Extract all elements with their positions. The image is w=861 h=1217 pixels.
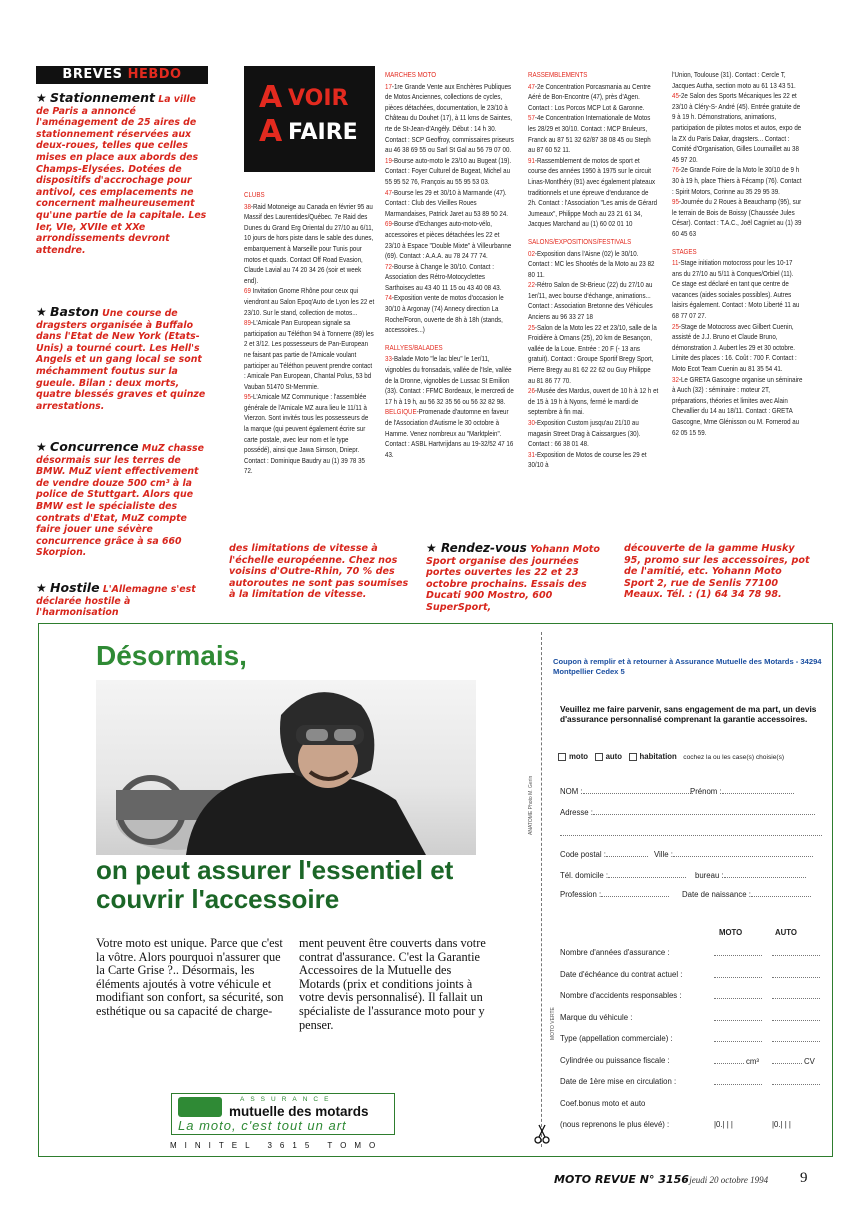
agenda-entry-text: -Bourse d'Echanges auto-moto-vélo, accessoires et pièces détachées les 22 et 23/10 à Espace "Double Mixte" à Villeurbanne (69). Contact : A.A.A. au 78 24 77 74. [385, 219, 512, 261]
agenda-entry [385, 407, 516, 460]
coupon-row-label: (nous reprenons le plus élevé) : [560, 1120, 670, 1129]
motorcyclist-illustration [96, 680, 476, 855]
coupon-moto-field[interactable] [714, 948, 762, 958]
agenda-section-heading: STAGES [672, 246, 697, 256]
agenda-entry-text: -Rassemblement de motos de sport et course des années 1950 à 1975 sur le circuit Linas-Montlhéry (91) avec également plateaux traditionnels et une épreuve d'endurance de 2h. Contact : l'Association "Les amis de Gérard Jumeaux", Philippe Moch au 23 21 61 34, Jacques Marchand au (1) 60 02 01 10 [528, 155, 658, 229]
agenda-entry-text: -Journée du 2 Roues à Beauchamp (95), sur le terrain de Bois de Boissy (Chaussée Jules César). Contact : T.A.C., Joël Cagniet au (1) 39 60 45 63 [672, 197, 802, 238]
agenda-entry-dept: 32 [672, 374, 679, 384]
coupon-moto-field[interactable] [714, 1034, 762, 1044]
agenda-entry [244, 202, 375, 287]
coupon-cut-line [541, 632, 542, 1147]
field-adresse[interactable] [560, 807, 815, 817]
coupon-auto-field[interactable] [772, 1077, 820, 1087]
coupon-auto-field[interactable] [772, 948, 820, 958]
breves-header-hebdo: HEBDO [127, 67, 182, 82]
agenda-entry [672, 91, 803, 165]
field-ville-label: Ville : [654, 850, 673, 859]
agenda-entry-text: -1re Grande Vente aux Enchères Publiques de Motos Anciennes, collections de cycles, pièces détachées, documentation, le 23/10 à Château du Douhet (17), à 11 kms de Saintes, rte de St-Jean-d'Angély. Début : 14 h 30. Contact : SCP Geoffroy, commissaires priseurs au 46 38 69 55 ou Sarl St Gal au 56 79 07 00. [385, 81, 514, 155]
field-adresse-line2[interactable] [560, 828, 822, 838]
ad-headline: Désormais, [96, 640, 247, 671]
coupon-row-label: Coef.bonus moto et auto [560, 1098, 646, 1108]
field-adresse-label: Adresse : [560, 808, 593, 817]
agenda-column [385, 70, 516, 460]
agenda-entry-dept: 17 [385, 81, 392, 91]
agenda-entry [528, 450, 659, 471]
agenda-column [528, 70, 659, 471]
agenda-entry-dept: 74 [385, 293, 392, 303]
logo-assurance-label: ASSURANCE [240, 1096, 335, 1103]
agenda-entry-text: -2e Grande Foire de la Moto le 30/10 de 9 h 30 à 19 h, place Thiers à Fécamp (76). Contact : Spirit Motors, Corinne au 35 29 95 39. [672, 165, 802, 196]
agenda-entry [385, 262, 516, 294]
agenda-entry-dept: 11 [672, 258, 679, 268]
agenda-entry-text: -Bourse à Change le 30/10. Contact : Association des Rétro-Motocyclettes Sarthoises au 43 40 11 15 ou 43 40 08 43. [385, 261, 502, 292]
agenda-entry-dept: 25 [672, 321, 679, 331]
agenda-entry [385, 293, 516, 335]
checkbox-moto-label: moto [569, 752, 589, 761]
breve-lead: Baston [50, 304, 99, 319]
agenda-entry-text: -Stage de Motocross avec Gilbert Cuenin, assisté de J.J. Bruno et Claude Bruno, démonstration J. Aubert les 29 et 30 octobre. Limite des places : 16. Coût : 700 F. Contact : Moto Ecot Team Cuenin au 81 35 54 41. [672, 321, 797, 374]
coupon-title: Coupon à remplir et à retourner à Assurance Mutuelle des Motards - 34294 Montpellier Cedex 5 [553, 657, 822, 676]
checkbox-habitation[interactable] [629, 753, 637, 761]
agenda-entry-dept: 33 [385, 354, 392, 364]
coupon-moto-field[interactable] [714, 970, 762, 980]
checkbox-hint: cochez la ou les case(s) choisie(s) [683, 754, 785, 761]
agenda-entry [385, 82, 516, 156]
ad-body-right: ment peuvent être couverts dans votre contrat d'assurance. C'est la Garantie Accessoires de la Mutuelle des Motards (prix et conditions joints à votre devis personnalisé). Il fallait un spécialiste de l'assurance moto pour y penser. [299, 936, 486, 1032]
field-tel-domicile-label: Tél. domicile : [560, 871, 609, 880]
coupon-auto-field[interactable] [772, 1034, 820, 1044]
agenda-entry-text: -L'Amicale Pan European signale sa participation au Téléthon 94 à Tonnerre (89) les 2 et 3/12. Les possesseurs de Pan-European ne faisant pas partie de l'Amicale voulant participer au Téléthon peuvent prendre contact : Amicale Pan European, Chantal Polus, 53 bd Vauban 51470 St-Memmie. [244, 318, 374, 391]
page-number: 9 [800, 1170, 808, 1186]
agenda-title-a: A [259, 80, 283, 115]
field-prenom[interactable] [690, 786, 794, 796]
coupon-checkboxes [558, 752, 784, 761]
agenda-entry-dept: 72 [385, 261, 392, 271]
agenda-entry-text: -Promenade d'automne en faveur de l'Association d'Autisme le 30 octobre à Hamme. Venez nombreux au "Marktplein". Contact : ASBL Hartvrijdans au 19-32/52 47 16 43. [385, 407, 514, 459]
ad-body-left: Votre moto est unique. Parce que c'est la vôtre. Alors pourquoi n'assurer que la Carte Grise ?.. Désormais, les éléments ajoutés à votre véhicule et modifiant son confort, sa sécurité, son esthétique ou sa capacité de charge- [96, 936, 284, 1018]
agenda-entry-dept: 02 [528, 248, 535, 258]
coupon-row-label: Nombre d'années d'assurance : [560, 948, 670, 957]
coupon-auto-field[interactable] [772, 991, 820, 1001]
coupon-auto-field[interactable] [772, 970, 820, 980]
agenda-entry-text: -Exposition Custom jusqu'au 21/10 au magasin Street Drag à Caissargues (30). Contact : 66 38 01 48. [528, 418, 641, 449]
agenda-entry-dept: 38 [244, 201, 251, 211]
agenda-entry-dept: 57 [528, 113, 535, 123]
agenda-entry-dept: 89 [244, 318, 251, 328]
agenda-entry-dept: 25 [528, 322, 535, 332]
agenda-entry [385, 219, 516, 261]
agenda-entry-dept: 47 [385, 187, 392, 197]
agenda-title-a: A [259, 114, 283, 149]
coupon-moto-field[interactable] [714, 1056, 759, 1066]
photo-credit: ANATOME Photo M. Gerin [528, 775, 534, 835]
agenda-entry-dept: 19 [385, 155, 392, 165]
coupon-intro: Veuillez me faire parvenir, sans engagement de ma part, un devis d'assurance personnalisé comprenant la garantie accessoires. [560, 704, 817, 724]
field-prenom-label: Prénom : [690, 787, 722, 796]
column-auto: AUTO [775, 928, 797, 937]
agenda-entry [244, 318, 375, 392]
footer-date: - jeudi 20 octobre 1994 [684, 1175, 769, 1185]
agenda-entry [672, 322, 803, 375]
breve-item: ★ Concurrence MuZ chasse désormais sur les terres de BMW. MuZ vient effectivement de vendre douze 500 cm³ à la police de Stuttgart. Alors que BMW est le spécialiste des contrats d'Etat, MuZ compte faire jouer une sévère concurrence grâce à sa 660 Skorpion. [36, 439, 205, 559]
coupon-auto-field[interactable] [772, 1013, 820, 1023]
agenda-entry-dept: 69 [244, 286, 251, 296]
logo-name: mutuelle des motards [229, 1104, 369, 1119]
coupon-moto-field[interactable] [714, 1077, 762, 1087]
mutuelle-logo-icon [178, 1097, 222, 1117]
agenda-entry [528, 156, 659, 230]
agenda-entry [528, 418, 659, 450]
agenda-entry [244, 392, 375, 477]
coupon-row-label: Cylindrée ou puissance fiscale : [560, 1055, 670, 1065]
breves-header [36, 66, 208, 84]
agenda-section-heading: RALLYES/BALADES [385, 342, 443, 352]
agenda-entry-text: -2e Concentration Porcasmania au Centre Aéré de Bon-Encontre (47), près d'Agen. Contact : Los Porcos MCP Lot & Garonne. [528, 81, 651, 112]
agenda-entry-dept: 30 [528, 418, 535, 427]
field-bureau-label: bureau : [695, 871, 724, 880]
footer-magazine: MOTO REVUE N° 3156 [554, 1173, 689, 1186]
agenda-entry-text: -4e Concentration Internationale de Motos les 28/29 et 30/10. Contact : MCP Bruleurs, Franck au 87 51 32 62/87 38 08 45 ou Steph au 87 60 52 11. [528, 113, 651, 155]
agenda-entry-dept: 95 [672, 197, 679, 207]
agenda-entry-text: -Musée des Mardus, ouvert de 10 h à 12 h et de 15 à 19 h à Nyons, fermé le mardi de septembre à fin mai. [528, 386, 659, 417]
breve-continuation: des limitations de vitesse à l'échelle européenne. Chez nos voisins d'Outre-Rhin, 70 % des autoroutes ne sont pas soumises à la limitation de vitesse. [229, 543, 409, 600]
agenda-entry-text: Invitation Gnome Rhône pour ceux qui viendront au Salon Epoq'Auto de Lyon les 22 et 23/10. Sur le stand, collection de motos... [244, 286, 375, 317]
agenda-entry-dept: 22 [528, 280, 535, 290]
coupon-row-label: Date d'échéance du contrat actuel : [560, 969, 683, 979]
breve-lead: Concurrence [50, 439, 139, 454]
field-nom-label: NOM : [560, 787, 583, 796]
unit-cm3: cm³ [746, 1056, 759, 1066]
field-code-postal[interactable] [560, 849, 648, 859]
field-code-postal-label: Code postal : [560, 850, 606, 859]
unit-cv: CV [804, 1056, 815, 1066]
field-bureau[interactable] [695, 870, 806, 880]
breve-item: ★ Baston Une course de dragsters organisée à Buffalo dans l'Etat de New York (Etats-Unis) a tourné court. Les Hell's Angels et un gang local se sont méchamment foutus sur la gueule. Bilan : deux morts, quatre blessés graves et quinze arrestations. [36, 304, 206, 412]
agenda-section-heading: SALONS/EXPOSITIONS/FESTIVALS [528, 236, 632, 246]
field-date-naissance-label: Date de naissance : [682, 890, 751, 899]
checkbox-moto[interactable] [558, 753, 566, 761]
coupon-moto-field[interactable] [714, 1013, 762, 1023]
agenda-entry [385, 156, 516, 188]
agenda-entry-dept: 45 [672, 91, 679, 101]
agenda-entry-text: -Rétro Salon de St-Brieuc (22) du 27/10 au 1er/11, avec bourse d'échange, animations... Contact : Association Bretonne des Véhicules Anciens au 96 33 27 18 [528, 280, 653, 322]
logo-tagline: La moto, c'est tout un art [178, 1118, 347, 1133]
ad-photo [96, 680, 476, 855]
bonus-coefficient-box[interactable]: |0.| | | [714, 1120, 733, 1129]
field-nom[interactable] [560, 786, 693, 796]
breve-rendezvous: ★ Rendez-vous Yohann Moto Sport organise des journées portes ouvertes les 22 et 23 octobre prochains. Essais des Ducati 900 Mostro, 600 SuperSport, [426, 541, 600, 613]
minitel-code: MINITEL 3615 TOMO [170, 1141, 384, 1150]
breve-text: Yohann Moto Sport organise des journées portes ouvertes les 22 et 23 octobre prochains. Essais des Ducati 900 Mostro, 600 SuperSport, [426, 544, 600, 613]
agenda-entry [528, 113, 659, 155]
field-profession-label: Profession : [560, 890, 602, 899]
agenda-entry [528, 82, 659, 114]
agenda-entry-text: -Salon de la Moto les 22 et 23/10, salle de la Froidière à Ornans (25), 20 km de Besançon, vallée de la Loue. Entrée : 20 F (- 13 ans gratuit). Contact : Groupe Sportif Bregy Sport, Pierre Bregy au 81 62 22 62 ou Guy Philippe au 81 86 77 70. [528, 322, 657, 385]
agenda-entry-dept: 31 [528, 449, 535, 459]
agenda-entry-text: -Exposition dans l'Aisne (02) le 30/10. Contact : MC les Shootés de la Moto au 23 82 80 11. [528, 248, 655, 279]
breve-text: La ville de Paris a annoncé l'aménagement de 25 aires de stationnement réservées aux deux-roues, telles que celles mises en place aux abords des Champs-Elysées. Dotées de dispositifs d'accrochage pour antivol, ces emplacements ne concernent malheureusement qu'une partie de la capitale. Les Ier, VIe, XVIIe et XXe arrondissements devront attendre. [36, 94, 207, 256]
agenda-entry-dept: 91 [528, 155, 535, 165]
field-ville[interactable] [654, 849, 813, 859]
checkbox-habitation-label: habitation [639, 752, 677, 761]
coupon-moto-field[interactable] [714, 991, 762, 1001]
field-tel-domicile[interactable] [560, 870, 686, 880]
agenda-entry [672, 197, 803, 239]
agenda-entry [528, 249, 659, 281]
agenda-entry [528, 323, 659, 387]
coupon-row-label: Type (appellation commerciale) : [560, 1034, 673, 1043]
breve-item: ★ Stationnement La ville de Paris a annoncé l'aménagement de 25 aires de stationnement réservées aux deux-roues, telles que celles mises en place aux abords des Champs-Elysées. Dotées de dispositifs d'accrochage pour antivol, ces emplacements ne concernent malheureusement qu'une partie de la capitale. Les Ier, VIe, XVIIe et XXe arrondissements devront attendre. [36, 90, 207, 256]
breve-lead: Rendez-vous [440, 541, 527, 555]
agenda-entry [672, 70, 803, 91]
column-moto: MOTO [719, 928, 743, 937]
agenda-entry-text: -Bourse les 29 et 30/10 à Marmande (47). Contact : Club des Vieilles Roues Marmandaises, Patrick Jaret au 53 89 50 24. [385, 187, 509, 218]
agenda-entry-text: -Le GRETA Gascogne organise un séminaire à Auch (32) : séminaire : moteur 2T, préparations, théories et limites avec Alain Chevallier du 14 au 18/11. Contact : GRETA Gascogne, Mme Glénisson ou M. Fornerod au 62 05 15 59. [672, 374, 803, 437]
breve-text: MuZ chasse désormais sur les terres de BMW. MuZ vient effectivement de vendre douze 500 cm³ à la police de Stuttgart. Alors que BMW est le spécialiste des contrats d'Etat, MuZ compte faire jouer une sévère concurrence grâce à sa 660 Skorpion. [36, 443, 205, 559]
breve-text: Une course de dragsters organisée à Buffalo dans l'Etat de New York (Etats-Unis) a tourné court. Les Hell's Angels et un gang local se sont méchamment foutus sur la gueule. Bilan : deux morts, quatre blessés graves et quinze arrestations. [36, 308, 206, 412]
coupon-row-label: Marque du véhicule : [560, 1012, 633, 1022]
agenda-entry-text: -Balade Moto "le lac bleu" le 1er/11, vignobles du fronsadais, vallée de l'Isle, vallée de la Dronne, vignobles de Lussac St Emilion (33). Contact : FFMC Bordeaux, le mercredi de 17 h à 19 h, au 56 32 35 56 ou 56 32 82 98. [385, 354, 514, 406]
scissors-icon [534, 1124, 550, 1144]
agenda-entry-text: -2e Salon des Sports Mécaniques les 22 et 23/10 à Cléry-S- André (45). Entrée gratuite de 9 à 19 h. Démonstrations, animations, participation de pilotes motos et autos, expo de la ZX du Paris Dakar, dragsters... Contact : Comité d'Organisation, Gilles Loumaillet au 38 45 97 20. [672, 91, 802, 164]
agenda-section-heading: MARCHES MOTO [385, 70, 437, 79]
agenda-entry-dept: 47 [528, 81, 535, 91]
agenda-entry-text: -Stage initiation motocross pour les 10-17 ans du 27/10 au 5/11 à Conques/Orbiel (11). Ce stage est déclaré en tant que centre de vacances (aides sociales possibles). Autres laisirs également. Contact : Moto Liberté 11 au 68 77 07 27. [672, 258, 800, 321]
agenda-entry-dept: 69 [385, 219, 392, 229]
agenda-entry-text: -Exposition de Motos de course les 29 et 30/10 à [528, 449, 647, 470]
agenda-section-heading: CLUBS [244, 190, 265, 199]
moto-verte-label: MOTO VERTE [550, 1007, 556, 1040]
agenda-entry [528, 280, 659, 322]
agenda-column [672, 70, 803, 438]
agenda-entry [672, 258, 803, 322]
bonus-coefficient-box[interactable]: |0.| | | [772, 1120, 791, 1129]
agenda-entry-text: -L'Amicale MZ Communique : l'assemblée générale de l'Amicale MZ aura lieu le 11/11 à Vierzon. Sont invités tous les possesseurs de la marque (qui peuvent également écrire sur carte postale, avec leur nom et le type possédé), ainsi que Jawa Simson, Dniepr. Contact : Dominique Baudry au (1) 39 78 35 72. [244, 392, 369, 476]
agenda-entry [672, 375, 803, 439]
coupon-row-label: Date de 1ère mise en circulation : [560, 1077, 677, 1086]
agenda-entry [244, 286, 375, 318]
agenda-title-faire: FAIRE [288, 120, 358, 145]
breve-text: L'Allemagne s'est déclarée hostile à l'harmonisation [36, 584, 196, 619]
breve-continuation: découverte de la gamme Husky 95, promo sur les accessoires, pot de l'amitié, etc. Yohann Moto Sport 2, rue de Senlis 77100 Meaux. Tél. : (1) 64 34 78 98. [624, 543, 810, 600]
checkbox-auto-label: auto [605, 752, 623, 761]
agenda-title-voir: VOIR [288, 86, 349, 111]
field-profession[interactable] [560, 889, 669, 899]
agenda-entry-dept: BELGIQUE [385, 407, 417, 417]
agenda-entry [385, 354, 516, 407]
agenda-entry-text: l'Union, Toulouse (31). Contact : Cercle T, Jacques Autha, section moto au 61 13 43 51. [672, 70, 796, 90]
coupon-row-label: Nombre d'accidents responsables : [560, 991, 682, 1000]
breve-lead: Hostile [50, 580, 100, 595]
breve-lead: Stationnement [50, 90, 155, 105]
breve-item: ★ Hostile L'Allemagne s'est déclarée hostile à l'harmonisation [36, 580, 196, 619]
agenda-entry-text: -Bourse auto-moto le 23/10 au Bugeat (19). Contact : Foyer Culturel de Bugeat, Michel au 55 95 52 76, François au 55 95 53 03. [385, 155, 512, 186]
coupon-auto-field[interactable] [772, 1056, 815, 1066]
agenda-entry-text: -Raid Motoneige au Canada en février 95 au Massif des Laurentides/Québec. 7e Raid des Dunes du Grand Erg Oriental du 27/10 au 6/11, 10 jours de hors piste dans le sable des dunes, embarquement à Marseille pour Tunis pour motos et quads. Contact Off Road Evasion, Claude Lavial au 74 20 34 26 (soir et week end). [244, 201, 374, 285]
field-date-naissance[interactable] [682, 889, 811, 899]
agenda-entry [385, 188, 516, 220]
agenda-entry-text: -Exposition vente de motos d'occasion le 30/10 à Argonay (74) Annecy direction La Roche/Foron, ouverte de 8h à 18h (stands, accessoires...) [385, 293, 504, 335]
agenda-entry [528, 386, 659, 418]
agenda-section-heading: RASSEMBLEMENTS [528, 70, 588, 79]
ad-subheadline: on peut assurer l'essentiel et couvrir l'accessoire [96, 855, 454, 914]
checkbox-auto[interactable] [595, 753, 603, 761]
breves-header-title: BREVES [62, 67, 123, 82]
agenda-entry-dept: 95 [244, 392, 251, 402]
agenda-entry-dept: 26 [528, 386, 535, 396]
agenda-entry [672, 165, 803, 197]
agenda-entry-dept: 76 [672, 165, 679, 175]
agenda-column [244, 190, 375, 477]
